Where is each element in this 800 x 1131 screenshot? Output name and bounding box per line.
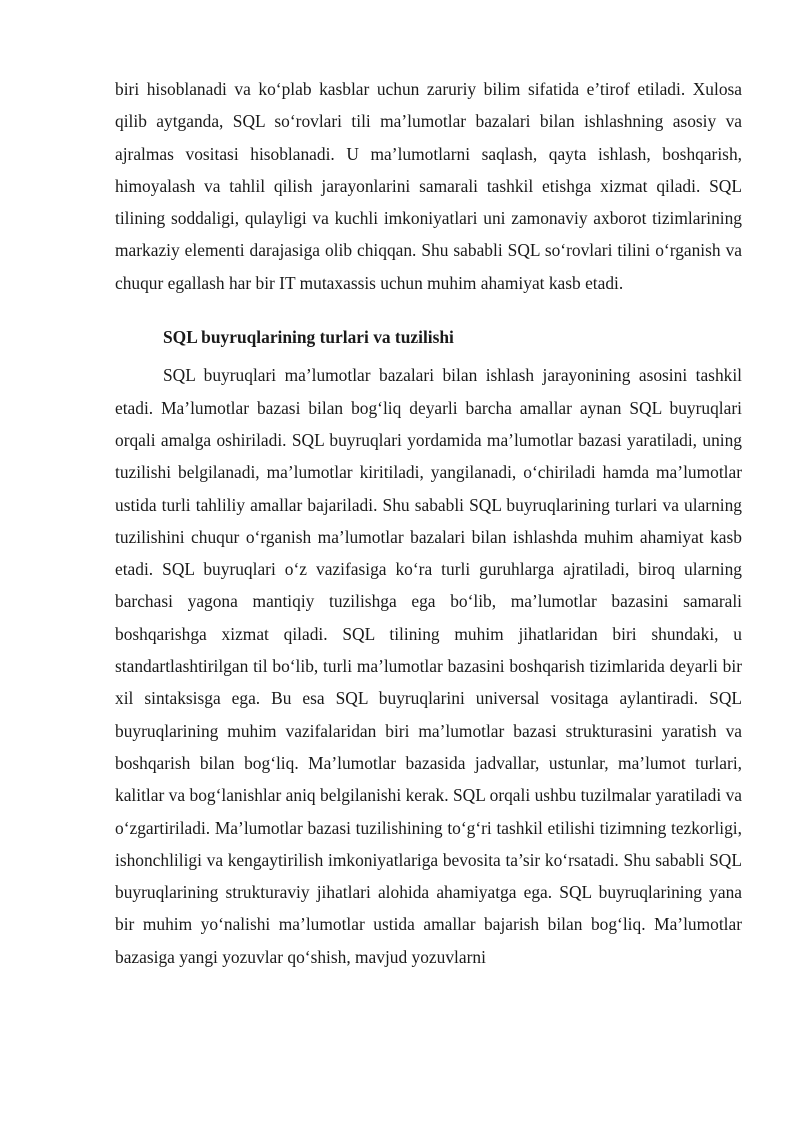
section-heading: SQL buyruqlarining turlari va tuzilishi [163,327,454,348]
body-paragraph: SQL buyruqlari ma’lumotlar bazalari bilan ishlash jarayonining asosini tashkil etadi. Ma’lumotlar bazasi bilan bog‘liq deyarli barcha amallar aynan SQL buyruqlari orqali amalga oshiriladi. SQL buyruqlari yordamida ma’lumotlar bazasi yaratiladi, uning tuzilishi belgilanadi, ma’lumotlar kiritiladi, yangilanadi, o‘chiriladi hamda ma’lumotlar ustida turli tahliliy amallar bajariladi. Shu sababli SQL buyruqlarining turlari va ularning tuzilishini chuqur o‘rganish ma’lumotlar bazalari bilan ishlashda muhim ahamiyat kasb etadi. SQL buyruqlari o‘z vazifasiga ko‘ra turli guruhlarga ajratiladi, biroq ularning barchasi yagona mantiqiy tuzilishga ega bo‘lib, ma’lumotlar bazasini samarali boshqarishga xizmat qiladi. SQL tilining muhim jihatlaridan biri shundaki, u standartlashtirilgan til bo‘lib, turli ma’lumotlar bazasini boshqarish tizimlarida deyarli bir xil sintaksisga ega. Bu esa SQL buyruqlarini universal vositaga aylantiradi. SQL buyruqlarining muhim vazifalaridan biri ma’lumotlar bazasi strukturasini yaratish va boshqarish bilan bog‘liq. Ma’lumotlar bazasida jadvallar, ustunlar, ma’lumot turlari, kalitlar va bog‘lanishlar aniq belgilanishi kerak. SQL orqali ushbu tuzilmalar yaratiladi va o‘zgartiriladi. Ma’lumotlar bazasi tuzilishining to‘g‘ri tashkil etilishi tizimning tezkorligi, ishonchliligi va kengaytirilish imkoniyatlariga bevosita ta’sir ko‘rsatadi. Shu sababli SQL buyruqlarining strukturaviy jihatlari alohida ahamiyatga ega. SQL buyruqlarining yana bir muhim yo‘nalishi ma’lumotlar ustida amallar bajarish bilan bog‘liq. Ma’lumotlar bazasiga yangi yozuvlar qo‘shish, mavjud yozuvlarni [115,365,742,967]
page-content [115,73,742,973]
intro-paragraph: biri hisoblanadi va ko‘plab kasblar uchun zaruriy bilim sifatida e’tirof etiladi. Xulosa qilib aytganda, SQL so‘rovlari tili ma’lumotlar bazalari bilan ishlashning asosiy va ajralmas vositasi hisoblanadi. U ma’lumotlarni saqlash, qayta ishlash, boshqarish, himoyalash va tahlil qilish jarayonlarini samarali tashkil etishga xizmat qiladi. SQL tilining soddaligi, qulayligi va kuchli imkoniyatlari uni zamonaviy axborot tizimlarining markaziy elementi darajasiga olib chiqqan. Shu sababli SQL so‘rovlari tilini o‘rganish va chuqur egallash har bir IT mutaxassis uchun muhim ahamiyat kasb etadi. [115,79,742,293]
